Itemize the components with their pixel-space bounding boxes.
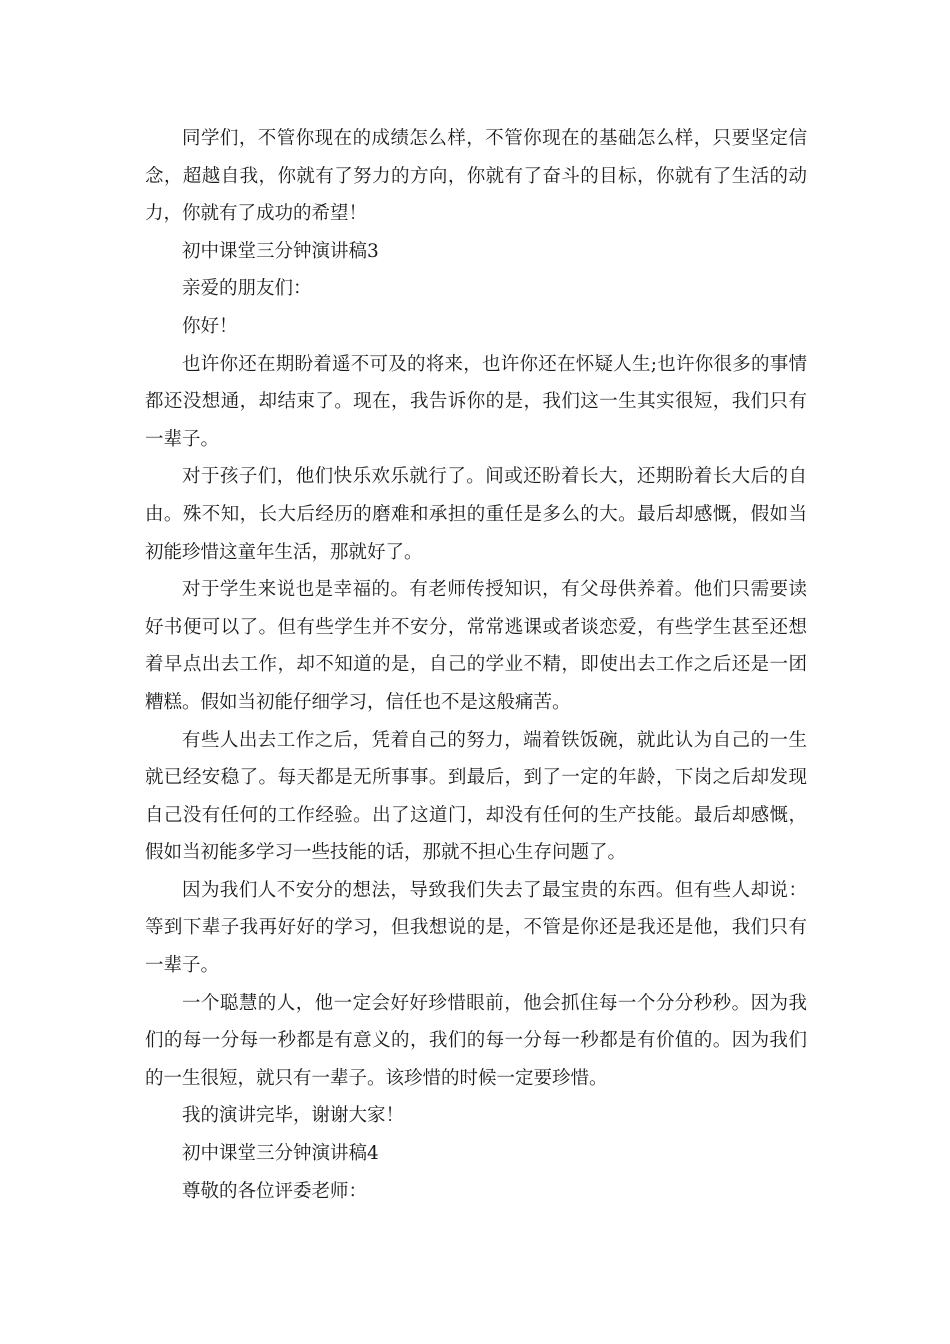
paragraph-restlessness: 因为我们人不安分的想法，导致我们失去了最宝贵的东西。但有些人却说：等到下辈子我再好好的学习，但我想说的是，不管是你还是我还是他，我们只有一辈子。 <box>145 879 807 977</box>
paragraph-students: 对于学生来说也是幸福的。有老师传授知识，有父母供养着。他们只需要读好书便可以了。但有些学生并不安分，常常逃课或者谈恋爱，有些学生甚至还想着早点出去工作，却不知道的是，自己的学业不精，即使出去工作之后还是一团糟糕。假如当初能仔细学习，信任也不是这般痛苦。 <box>145 579 807 713</box>
paragraph-workers: 有些人出去工作之后，凭着自己的努力，端着铁饭碗，就此认为自己的一生就已经安稳了。每天都是无所事事。到最后，到了一定的年龄，下岗之后却发现自己没有任何的工作经验。出了这道门，却没有任何的生产技能。最后却感慨，假如当初能多学习一些技能的话，那就不担心生存问题了。 <box>145 729 807 864</box>
document-body <box>145 120 807 1210</box>
paragraph-wise-person: 一个聪慧的人，他一定会好好珍惜眼前，他会抓住每一个分分秒秒。因为我们的每一分每一秒都是有意义的，我们的每一分每一秒都是有价值的。因为我们的一生很短，就只有一辈子。该珍惜的时候一定要珍惜。 <box>145 992 807 1089</box>
speech-ending: 我的演讲完毕，谢谢大家！ <box>182 1105 405 1127</box>
greeting: 你好！ <box>182 315 238 337</box>
salutation: 亲爱的朋友们： <box>182 278 312 300</box>
paragraph-intro: 也许你还在期盼着遥不可及的将来，也许你还在怀疑人生;也许你很多的事情都还没想通，却结束了。现在，我告诉你的是，我们这一生其实很短，我们只有一辈子。 <box>145 353 807 450</box>
salutation-judges: 尊敬的各位评委老师： <box>182 1180 368 1202</box>
speech-title-4: 初中课堂三分钟演讲稿4 <box>182 1143 379 1165</box>
speech-title-3: 初中课堂三分钟演讲稿3 <box>182 240 379 262</box>
paragraph-closing-exhortation: 同学们，不管你现在的成绩怎么样，不管你现在的基础怎么样，只要坚定信念，超越自我，你就有了努力的方向，你就有了奋斗的目标，你就有了生活的动力，你就有了成功的希望！ <box>145 128 807 225</box>
paragraph-children: 对于孩子们，他们快乐欢乐就行了。间或还盼着长大，还期盼着长大后的自由。殊不知，长大后经历的磨难和承担的重任是多么的大。最后却感慨，假如当初能珍惜这童年生活，那就好了。 <box>145 466 807 563</box>
